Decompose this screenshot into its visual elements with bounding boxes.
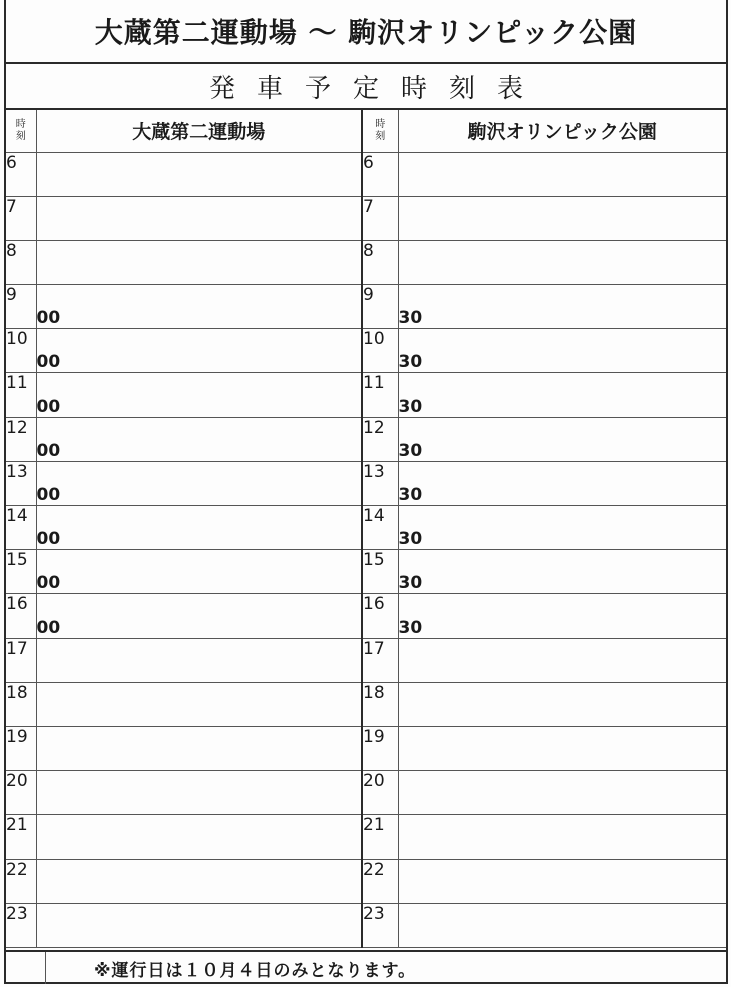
hour-header-char-1: 時 <box>375 118 386 130</box>
hour-cell-right: 18 <box>362 682 398 726</box>
departure-minutes-left <box>36 815 362 859</box>
departure-minutes-left <box>36 903 362 947</box>
hour-cell-right: 7 <box>362 196 398 240</box>
hour-cell-left: 13 <box>6 461 36 505</box>
hour-cell-right: 17 <box>362 638 398 682</box>
departure-minutes-right <box>398 240 726 284</box>
table-row <box>6 550 726 594</box>
departure-minutes-left <box>36 771 362 815</box>
hour-cell-left: 21 <box>6 815 36 859</box>
hour-cell-left: 20 <box>6 771 36 815</box>
departure-minutes-left: 00 <box>36 417 362 461</box>
departure-minutes-left <box>36 859 362 903</box>
departure-minutes-right: 30 <box>398 461 726 505</box>
departure-minutes-right: 30 <box>398 506 726 550</box>
departure-minutes-right: 30 <box>398 550 726 594</box>
hour-header-char-2: 刻 <box>375 130 386 142</box>
hour-cell-right: 6 <box>362 152 398 196</box>
timetable-subtitle: 発車予定時刻表 <box>6 64 726 110</box>
departure-minutes-right <box>398 682 726 726</box>
hour-cell-left: 18 <box>6 682 36 726</box>
departure-minutes-left <box>36 240 362 284</box>
departure-minutes-right <box>398 196 726 240</box>
hour-cell-left: 22 <box>6 859 36 903</box>
table-row <box>6 506 726 550</box>
operation-date-note: ※運行日は１０月４日のみとなります。 <box>94 960 417 981</box>
departure-minutes-right <box>398 771 726 815</box>
hour-cell-left: 6 <box>6 152 36 196</box>
hour-cell-right: 10 <box>362 329 398 373</box>
departure-minutes-left <box>36 682 362 726</box>
table-row <box>6 859 726 903</box>
table-row <box>6 373 726 417</box>
departure-minutes-right: 30 <box>398 594 726 638</box>
departure-table <box>6 110 726 948</box>
hour-cell-right: 23 <box>362 903 398 947</box>
table-row <box>6 682 726 726</box>
departure-minutes-left: 00 <box>36 594 362 638</box>
table-row <box>6 638 726 682</box>
hour-column-header-left <box>6 110 36 152</box>
stop-header-left: 大蔵第二運動場 <box>36 110 362 152</box>
table-row <box>6 152 726 196</box>
departure-minutes-left <box>36 152 362 196</box>
departure-minutes-left: 00 <box>36 550 362 594</box>
hour-cell-right: 14 <box>362 506 398 550</box>
departure-minutes-right: 30 <box>398 417 726 461</box>
route-title: 大蔵第二運動場 〜 駒沢オリンピック公園 <box>6 0 726 64</box>
table-row <box>6 417 726 461</box>
table-row <box>6 196 726 240</box>
hour-cell-left: 19 <box>6 726 36 770</box>
table-row <box>6 285 726 329</box>
table-row <box>6 815 726 859</box>
table-header-row <box>6 110 726 152</box>
table-row <box>6 771 726 815</box>
hour-cell-right: 21 <box>362 815 398 859</box>
hour-cell-left: 11 <box>6 373 36 417</box>
table-row <box>6 594 726 638</box>
departure-minutes-left <box>36 196 362 240</box>
departure-minutes-left: 00 <box>36 329 362 373</box>
timetable-body <box>6 152 726 947</box>
hour-cell-right: 11 <box>362 373 398 417</box>
departure-minutes-left: 00 <box>36 373 362 417</box>
footer-spacer <box>6 952 46 984</box>
hour-cell-left: 10 <box>6 329 36 373</box>
departure-minutes-right <box>398 815 726 859</box>
hour-cell-left: 8 <box>6 240 36 284</box>
hour-cell-right: 8 <box>362 240 398 284</box>
departure-minutes-right <box>398 859 726 903</box>
departure-minutes-right: 30 <box>398 285 726 329</box>
hour-header-char-1: 時 <box>15 118 26 130</box>
table-row <box>6 329 726 373</box>
hour-cell-left: 12 <box>6 417 36 461</box>
departure-minutes-left <box>36 638 362 682</box>
departure-minutes-right: 30 <box>398 373 726 417</box>
table-row <box>6 903 726 947</box>
hour-cell-right: 12 <box>362 417 398 461</box>
hour-cell-right: 13 <box>362 461 398 505</box>
hour-cell-right: 20 <box>362 771 398 815</box>
departure-minutes-left: 00 <box>36 285 362 329</box>
hour-cell-right: 16 <box>362 594 398 638</box>
footer <box>6 950 726 984</box>
table-row <box>6 240 726 284</box>
hour-cell-left: 16 <box>6 594 36 638</box>
hour-cell-right: 19 <box>362 726 398 770</box>
hour-cell-left: 14 <box>6 506 36 550</box>
departure-minutes-left: 00 <box>36 506 362 550</box>
hour-cell-left: 17 <box>6 638 36 682</box>
departure-minutes-left: 00 <box>36 461 362 505</box>
hour-cell-left: 23 <box>6 903 36 947</box>
hour-cell-right: 22 <box>362 859 398 903</box>
hour-column-header-right <box>362 110 398 152</box>
hour-cell-left: 7 <box>6 196 36 240</box>
hour-cell-right: 15 <box>362 550 398 594</box>
table-row <box>6 726 726 770</box>
table-row <box>6 461 726 505</box>
hour-cell-right: 9 <box>362 285 398 329</box>
departure-minutes-left <box>36 726 362 770</box>
departure-minutes-right: 30 <box>398 329 726 373</box>
hour-cell-left: 9 <box>6 285 36 329</box>
hour-cell-left: 15 <box>6 550 36 594</box>
departure-minutes-right <box>398 726 726 770</box>
stop-header-right: 駒沢オリンピック公園 <box>398 110 726 152</box>
hour-header-char-2: 刻 <box>15 130 26 142</box>
departure-minutes-right <box>398 638 726 682</box>
departure-minutes-right <box>398 903 726 947</box>
departure-minutes-right <box>398 152 726 196</box>
